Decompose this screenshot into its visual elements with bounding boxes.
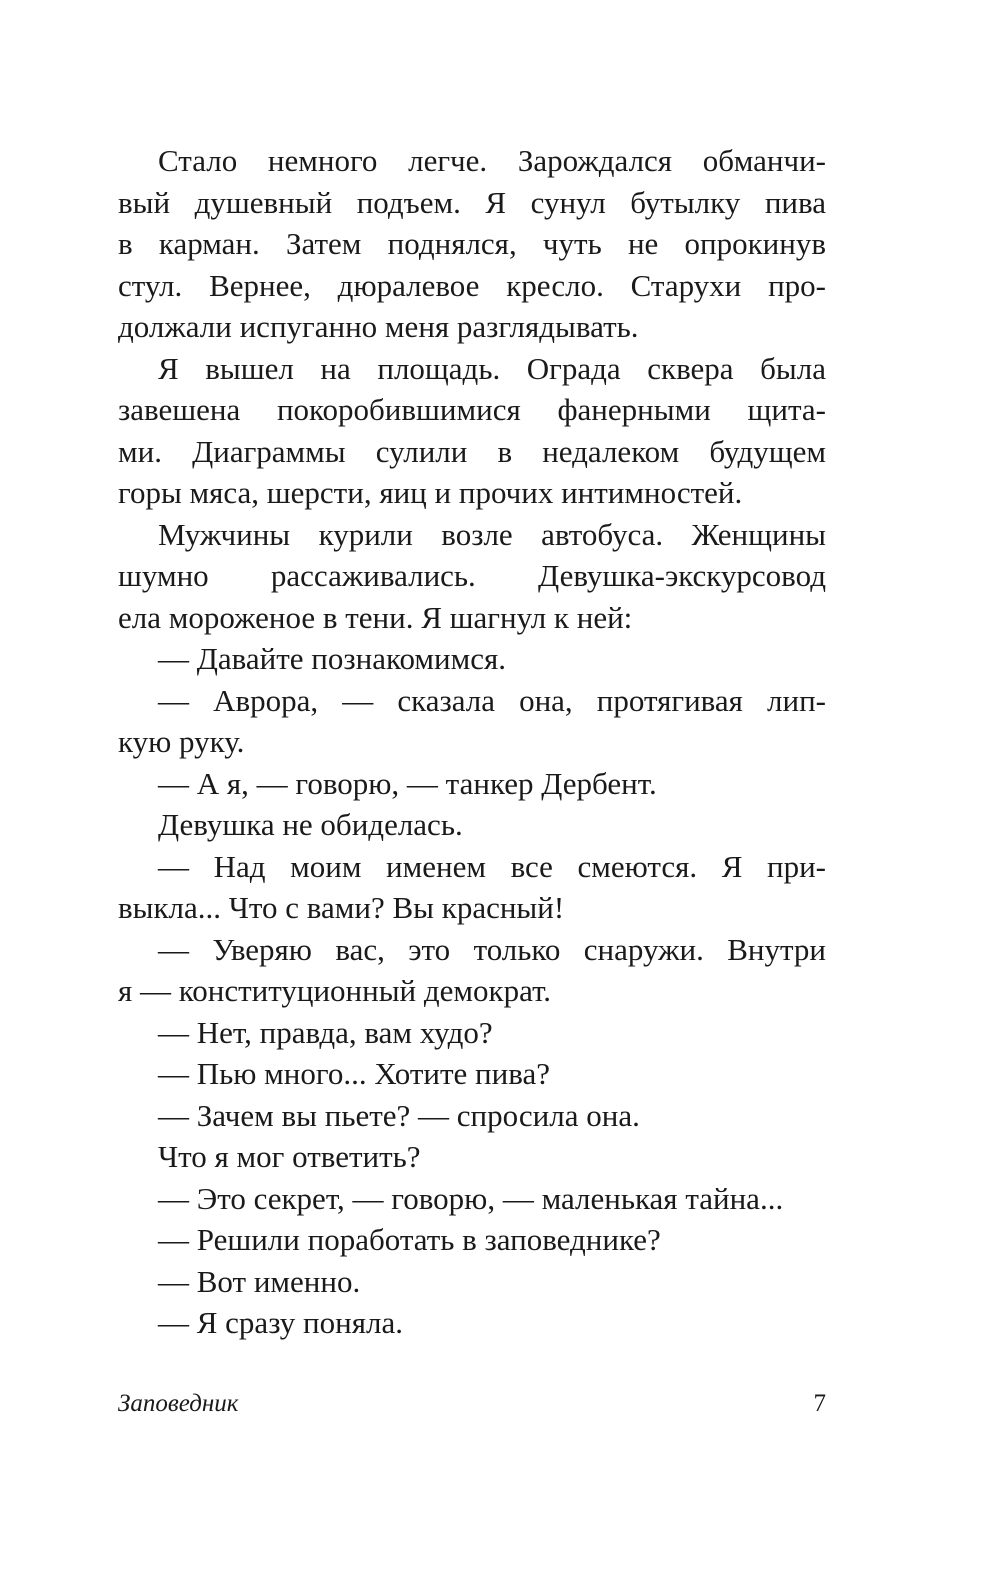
page-body (118, 140, 826, 1344)
text-line: — Аврора, — сказала она, протягивая лип- (158, 682, 826, 718)
text-line: я — конституционный демократ. (118, 973, 552, 1008)
text-line: — Я сразу поняла. (158, 1305, 403, 1340)
text-line: — Давайте познакомимся. (158, 641, 506, 676)
page-number: 7 (813, 1390, 826, 1417)
text-line: Я вышел на площадь. Ограда сквера была (158, 350, 826, 386)
text-line: — Вот именно. (158, 1263, 361, 1299)
text-line: выкла... Что с вами? Вы красный! (118, 890, 565, 925)
text-line: стул. Вернее, дюралевое кресло. Старухи про- (118, 267, 826, 303)
text-line: — Зачем вы пьете? — спросила она. (158, 1097, 640, 1133)
text-line: должали испуганно меня разглядывать. (118, 309, 639, 344)
text-line: Девушка не обиделась. (158, 807, 463, 842)
text-line: — Нет, правда, вам худо? (158, 1014, 493, 1050)
text-line: — А я, — говорю, — танкер Дербент. (158, 765, 657, 801)
page-footer (118, 1386, 826, 1422)
text-line: — Решили поработать в заповеднике? (158, 1222, 661, 1257)
text-line: Мужчины курили возле автобуса. Женщины (158, 516, 826, 552)
text-line: шумно рассаживались. Девушка-экскурсовод (118, 558, 826, 593)
text-line: — Уверяю вас, это только снаружи. Внутри (158, 931, 826, 967)
text-line: завешена покоробившимися фанерными щита- (118, 392, 826, 427)
text-line: — Пью много... Хотите пива? (158, 1056, 550, 1091)
text-line: в карман. Затем поднялся, чуть не опрокинув (118, 226, 826, 261)
text-line: горы мяса, шерсти, яиц и прочих интимностей. (118, 475, 743, 510)
text-line: Стало немного легче. Зарождался обманчи- (158, 143, 826, 178)
text-line: кую руку. (118, 724, 245, 759)
text-line: ела мороженое в тени. Я шагнул к ней: (118, 599, 633, 635)
text-line: — Над моим именем все смеются. Я при- (158, 848, 826, 884)
text-line: Что я мог ответить? (158, 1139, 421, 1174)
text-line: ми. Диаграммы сулили в недалеком будущем (118, 433, 826, 469)
running-title: Заповедник (118, 1390, 239, 1417)
text-line: — Это секрет, — говорю, — маленькая тайна... (158, 1180, 784, 1216)
text-line: вый душевный подъем. Я сунул бутылку пива (118, 184, 826, 220)
